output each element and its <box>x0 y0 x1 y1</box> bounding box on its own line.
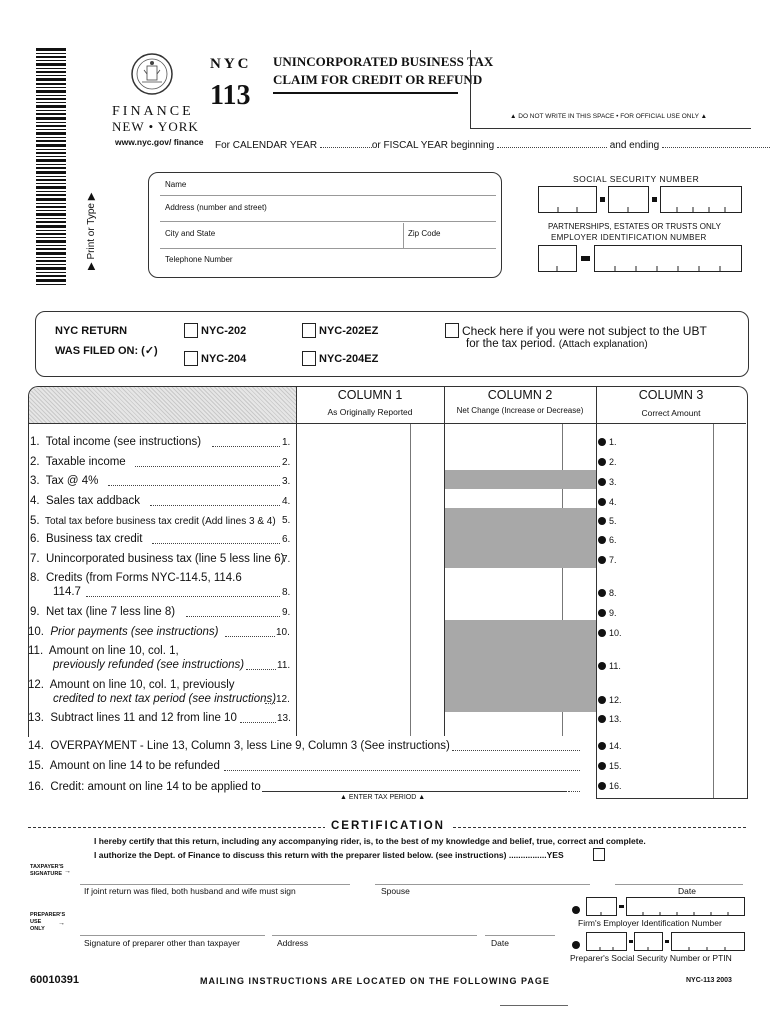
line-label <box>30 515 276 527</box>
col2-amount-field[interactable] <box>445 453 561 470</box>
preparer-date-field[interactable] <box>485 935 555 936</box>
line-text-cont: previously refunded (see instructions) <box>53 659 245 671</box>
col3-amount-field[interactable] <box>622 453 712 470</box>
col1-amount-field[interactable] <box>297 690 409 707</box>
col2-amount-field[interactable] <box>445 491 561 508</box>
taxpayer-signature-label <box>30 864 64 878</box>
line-label-cont <box>53 693 276 705</box>
ssn-field[interactable] <box>538 186 743 214</box>
name-field[interactable] <box>160 195 496 196</box>
line-text-cont: credited to next tax period (see instructions) <box>53 693 277 705</box>
return-filed-label-1: NYC RETURN <box>55 325 128 337</box>
line-text: Unincorporated business tax (line 5 less line 6) <box>45 553 285 565</box>
line-label <box>30 495 140 507</box>
nyc-204ez-label: NYC-204EZ <box>319 353 379 365</box>
leader-dots <box>225 636 275 637</box>
cents-divider <box>713 736 714 798</box>
line-number: 10. <box>28 626 44 638</box>
ubt-check-line2 <box>466 338 648 350</box>
line-text: Amount on line 10, col. 1, previously <box>49 679 235 691</box>
authorize-preparer-yes-checkbox[interactable] <box>593 848 605 861</box>
col3-amount-field[interactable] <box>622 656 712 673</box>
line-number: 13. <box>28 712 44 724</box>
line-end-number: 1. <box>282 437 291 448</box>
line-label <box>30 572 242 584</box>
bullet-icon <box>598 609 606 617</box>
line-end-number: 6. <box>282 534 291 545</box>
col2-shaded-lines10-12 <box>445 620 596 712</box>
col1-amount-field[interactable] <box>297 530 409 547</box>
line-number: 8. <box>30 572 40 584</box>
cents-divider <box>410 424 411 736</box>
taxpayer-signature-field[interactable] <box>80 884 350 885</box>
column1-sub: As Originally Reported <box>327 407 413 417</box>
ubt-attach-note: (Attach explanation) <box>558 339 648 350</box>
ubt-not-subject-checkbox[interactable] <box>445 323 459 338</box>
leader-dots <box>265 703 275 704</box>
col2-amount-field[interactable] <box>445 709 561 726</box>
preparer-address-field[interactable] <box>272 935 477 936</box>
preparer-ssn-label: Preparer's Social Security Number or PTIN <box>570 953 732 963</box>
col1-amount-field[interactable] <box>297 656 409 673</box>
period-line <box>215 140 770 151</box>
form-title-line2: CLAIM FOR CREDIT OR REFUND <box>273 72 483 87</box>
ubt-check-line1: Check here if you were not subject to the UBT <box>462 324 707 338</box>
line-label-cont <box>53 659 244 671</box>
nyc-202ez-label: NYC-202EZ <box>319 325 379 337</box>
col3-line-marker: 15. <box>609 761 622 771</box>
ending-label: and ending <box>609 140 660 151</box>
line-number: 5. <box>30 515 40 527</box>
bullet-icon <box>598 662 606 670</box>
bullet-icon <box>598 478 606 486</box>
line-number: 14. <box>28 740 44 752</box>
taxpayer-sig-label-2: SIGNATURE <box>30 871 62 877</box>
arrow-up-icon: ▲ <box>340 794 347 801</box>
arrow-right-icon: → <box>64 868 71 875</box>
col3-line-marker: 16. <box>609 781 622 791</box>
mailing-instructions: MAILING INSTRUCTIONS ARE LOCATED ON THE FOLLOWING PAGE <box>200 976 550 986</box>
line-label <box>28 740 450 752</box>
col3-line-marker: 3. <box>609 477 617 487</box>
col3-amount-field[interactable] <box>622 709 712 726</box>
city-state-label: City and State <box>165 229 216 238</box>
leader-dots <box>212 446 280 447</box>
nyc-label: NYC <box>210 56 252 72</box>
col1-amount-field[interactable] <box>297 511 409 528</box>
line-label <box>30 533 143 545</box>
column2-sub: Net Change (Increase or Decrease) <box>456 406 584 415</box>
credit-amount-field[interactable] <box>622 777 712 794</box>
bullet-icon <box>598 762 606 770</box>
col2-amount-field[interactable] <box>445 583 561 600</box>
col3-line-marker: 13. <box>609 714 622 724</box>
col2-amount-field[interactable] <box>445 433 561 450</box>
bullet-icon <box>572 906 580 914</box>
line-number: 9. <box>30 606 40 618</box>
line-end-number: 5. <box>282 515 291 526</box>
nyc-202ez-checkbox[interactable] <box>302 323 316 338</box>
column2-header: COLUMN 2 <box>487 388 553 402</box>
barcode <box>36 48 66 288</box>
leader-dots <box>240 722 276 723</box>
overpayment-amount-field[interactable] <box>622 737 712 754</box>
leader-dots <box>224 770 580 771</box>
nyc-202-label: NYC-202 <box>201 325 247 337</box>
arrow-right-icon: → <box>58 920 65 927</box>
bullet-icon <box>598 715 606 723</box>
preparer-label-1: PREPARER'S <box>30 912 66 918</box>
bullet-icon <box>572 941 580 949</box>
line-text: Credit: amount on line 14 to be applied to <box>50 781 261 793</box>
col3-amount-field[interactable] <box>622 491 712 508</box>
line-end-number: 4. <box>282 496 291 507</box>
line-end-number: 7. <box>282 554 291 565</box>
certification-text-1: I hereby certify that this return, including any accompanying rider, is, to the best of my knowledge and belief, true, correct and complete. <box>94 836 646 846</box>
nyc-204ez-checkbox[interactable] <box>302 351 316 366</box>
official-use-text: DO NOT WRITE IN THIS SPACE • FOR OFFICIAL USE ONLY <box>518 113 699 120</box>
firm-ein-field[interactable] <box>586 897 746 917</box>
leader-dots <box>186 616 280 617</box>
arrow-up-icon: ▲ <box>700 113 708 120</box>
leader-dots <box>152 543 280 544</box>
leader-dots <box>135 466 280 467</box>
col1-amount-field[interactable] <box>297 583 409 600</box>
fiscal-end-field[interactable] <box>662 147 770 148</box>
line-label <box>30 436 201 448</box>
official-use-label <box>510 113 707 120</box>
col1-amount-field[interactable] <box>297 491 409 508</box>
cents-divider <box>713 424 714 736</box>
ein-label-2: EMPLOYER IDENTIFICATION NUMBER <box>551 233 707 242</box>
telephone-label: Telephone Number <box>165 255 233 264</box>
line-label <box>30 606 175 618</box>
bullet-icon <box>598 458 606 466</box>
joint-return-note: If joint return was filed, both husband and wife must sign <box>84 886 296 896</box>
line-number: 3. <box>30 475 40 487</box>
col1-amount-field[interactable] <box>297 549 409 566</box>
address-label: Address (number and street) <box>165 203 267 212</box>
col3-amount-field[interactable] <box>622 472 712 489</box>
line-text: Amount on line 14 to be refunded <box>49 760 220 772</box>
line-end-number: 11. <box>277 660 291 671</box>
col3-line-marker: 6. <box>609 535 617 545</box>
col1-amount-field[interactable] <box>297 433 409 450</box>
taxpayer-sig-label-1: TAXPAYER'S <box>30 864 64 870</box>
line-text: OVERPAYMENT - Line 13, Column 3, less Line 9, Column 3 (See instructions) <box>50 740 450 752</box>
line-label <box>28 781 261 793</box>
col3-amount-field[interactable] <box>622 549 712 566</box>
line-text: Sales tax addback <box>45 495 140 507</box>
col3-line-marker: 14. <box>609 741 622 751</box>
bullet-icon <box>598 589 606 597</box>
col3-line-marker: 2. <box>609 457 617 467</box>
firm-ein-label: Firm's Employer Identification Number <box>578 918 722 928</box>
preparer-label-3: ONLY <box>30 926 45 932</box>
nyc-202-checkbox[interactable] <box>184 323 198 338</box>
nyc-204-label: NYC-204 <box>201 353 247 365</box>
col3-line-marker: 12. <box>609 695 622 705</box>
zip-divider <box>403 223 404 248</box>
line-label <box>30 475 98 487</box>
bullet-icon <box>598 438 606 446</box>
line-end-number: 12. <box>276 694 290 705</box>
line-text-cont: 114.7 <box>53 586 81 598</box>
leader-dots <box>568 791 580 792</box>
bullet-icon <box>598 782 606 790</box>
form-number: 113 <box>210 80 251 111</box>
line-text: Credits (from Forms NYC-114.5, 114.6 <box>45 572 242 584</box>
col2-shaded-line3 <box>445 470 596 489</box>
bullet-icon <box>598 556 606 564</box>
calendar-year-label: For CALENDAR YEAR <box>215 140 318 151</box>
form-id: NYC-113 2003 <box>686 977 732 984</box>
col2-shaded-lines5-7 <box>445 508 596 568</box>
preparer-signature-field[interactable] <box>80 935 265 936</box>
col3-amount-field[interactable] <box>622 530 712 547</box>
col3-amount-field[interactable] <box>622 433 712 450</box>
line-end-number: 8. <box>282 587 291 598</box>
column3-sub: Correct Amount <box>641 408 701 418</box>
name-label: Name <box>165 180 187 189</box>
bullet-icon <box>598 536 606 544</box>
line-end-number: 13. <box>277 713 291 724</box>
col3-line-marker: 11. <box>609 661 621 671</box>
date-label: Date <box>678 886 696 896</box>
form-code: 60010391 <box>30 974 79 986</box>
spouse-signature-field[interactable] <box>375 884 590 885</box>
col1-amount-field[interactable] <box>297 472 409 489</box>
line-end-number: 10. <box>276 627 290 638</box>
bullet-icon <box>598 517 606 525</box>
tax-period-field[interactable] <box>262 791 567 792</box>
address-field[interactable] <box>160 221 496 222</box>
preparer-label-2: USE <box>30 919 42 925</box>
fiscal-year-label: or FISCAL YEAR beginning <box>371 140 495 151</box>
line-number: 7. <box>30 553 40 565</box>
line-text: Net tax (line 7 less line 8) <box>45 606 176 618</box>
preparer-address-label: Address <box>277 938 309 948</box>
col1-amount-field[interactable] <box>297 709 409 726</box>
line-text: Business tax credit <box>45 533 143 545</box>
line-label <box>28 760 220 772</box>
leader-dots <box>452 750 580 751</box>
line-number: 4. <box>30 495 40 507</box>
leader-dots <box>86 596 280 597</box>
line-number: 1. <box>30 436 40 448</box>
line-text: Subtract lines 11 and 12 from line 10 <box>50 712 237 724</box>
col1-amount-field[interactable] <box>297 622 409 639</box>
line-label <box>30 456 126 468</box>
line-text: Taxable income <box>45 456 126 468</box>
line-number: 6. <box>30 533 40 545</box>
arrow-up-icon: ▲ <box>510 113 517 120</box>
ubt-check-line2-text: for the tax period. <box>466 338 556 350</box>
line-text: Tax @ 4% <box>45 475 99 487</box>
col3-line-marker: 8. <box>609 588 617 598</box>
arrow-up-icon: ▲ <box>418 794 426 801</box>
line-end-number: 2. <box>282 457 291 468</box>
leader-dots <box>150 505 280 506</box>
column3-header: COLUMN 3 <box>638 388 704 402</box>
line-label <box>28 679 235 691</box>
certification-text-2: I authorize the Dept. of Finance to discuss this return with the preparer listed below. (see instructions) ................YES <box>94 850 564 860</box>
line-label <box>28 626 218 638</box>
col3-amount-field[interactable] <box>622 602 712 619</box>
line-number: 2. <box>30 456 40 468</box>
column1-header: COLUMN 1 <box>337 388 403 402</box>
col3-amount-field[interactable] <box>622 622 712 639</box>
bullet-icon <box>598 629 606 637</box>
return-filed-label-2: WAS FILED ON: (✓) <box>55 345 158 357</box>
line-end-number: 9. <box>282 607 291 618</box>
leader-dots <box>108 485 280 486</box>
line-label <box>28 645 179 657</box>
line-text: Amount on line 10, col. 1, <box>48 645 179 657</box>
header-rule <box>28 423 746 424</box>
preparer-signature-label: Signature of preparer other than taxpayer <box>84 938 240 948</box>
preparer-ssn-field[interactable] <box>586 932 746 952</box>
line-number: 15. <box>28 760 44 772</box>
certification-title: CERTIFICATION <box>325 820 451 832</box>
new-york-wordmark: NEW • YORK <box>112 119 199 134</box>
nyc-204-checkbox[interactable] <box>184 351 198 366</box>
calendar-year-field[interactable] <box>320 147 372 148</box>
ssn-label: SOCIAL SECURITY NUMBER <box>573 174 700 184</box>
col3-amount-field[interactable] <box>622 583 712 600</box>
col3-amount-field[interactable] <box>622 511 712 528</box>
line-number: 16. <box>28 781 44 793</box>
form-title-line1: UNINCORPORATED BUSINESS TAX <box>273 54 494 69</box>
col1-amount-field[interactable] <box>297 602 409 619</box>
line-label <box>30 553 284 565</box>
enter-tax-period-label <box>340 794 425 801</box>
title-rule <box>273 92 458 94</box>
col3-line-marker: 1. <box>609 437 617 447</box>
preparer-date-label: Date <box>491 938 509 948</box>
col3-line-marker: 4. <box>609 497 617 507</box>
col1-amount-field[interactable] <box>297 453 409 470</box>
col3-line-marker: 5. <box>609 516 617 526</box>
col2-amount-field[interactable] <box>445 602 561 619</box>
line-label <box>28 712 237 724</box>
city-state-field[interactable] <box>160 248 496 249</box>
bullet-icon <box>598 498 606 506</box>
leader-dots <box>246 669 276 670</box>
line-label-cont <box>53 586 81 598</box>
finance-wordmark: FINANCE <box>112 104 194 119</box>
col3-line-marker: 7. <box>609 555 617 565</box>
zip-label: Zip Code <box>408 229 441 238</box>
col3-amount-field[interactable] <box>622 690 712 707</box>
col-divider <box>596 386 597 736</box>
col3-line-marker: 10. <box>609 628 622 638</box>
bullet-icon <box>598 696 606 704</box>
fiscal-begin-field[interactable] <box>497 147 607 148</box>
ein-label-1: PARTNERSHIPS, ESTATES OR TRUSTS ONLY <box>548 222 721 231</box>
enter-tax-period-text: ENTER TAX PERIOD <box>348 794 417 801</box>
line-text: Total income (see instructions) <box>45 436 202 448</box>
spouse-label: Spouse <box>381 886 410 896</box>
website-link[interactable]: www.nyc.gov/ finance <box>115 137 204 147</box>
line-number: 12. <box>28 679 44 691</box>
taxpayer-date-field[interactable] <box>615 884 743 885</box>
refund-amount-field[interactable] <box>622 757 712 774</box>
col3-line-marker: 9. <box>609 608 617 618</box>
line-text: Prior payments (see instructions) <box>50 626 219 638</box>
line-number: 11. <box>28 645 44 657</box>
bullet-icon <box>598 742 606 750</box>
footer-rule <box>500 1005 568 1006</box>
table-header-shading <box>29 387 296 423</box>
line-end-number: 3. <box>282 476 291 487</box>
line-text: Total tax before business tax credit (Add lines 3 & 4) <box>44 516 276 527</box>
print-or-type-label: ▶ Print or Type ▶ <box>86 192 97 270</box>
ein-field[interactable] <box>538 245 743 273</box>
nyc-seal-icon <box>130 52 174 96</box>
